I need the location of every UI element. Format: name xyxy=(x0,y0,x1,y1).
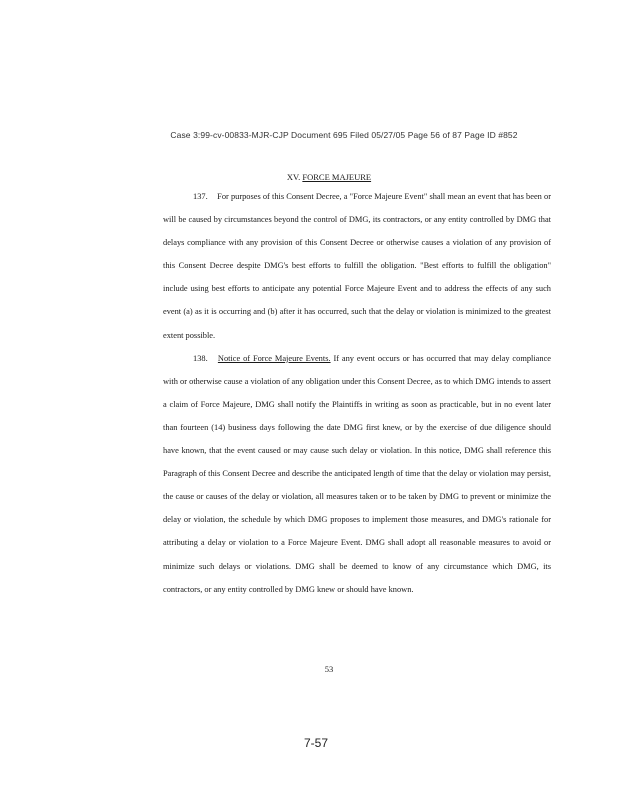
paragraph-number: 138. xyxy=(193,353,208,363)
section-title xyxy=(0,172,618,182)
paragraph-text: If any event occurs or has occurred that may delay compliance with or otherwise cause a violation of any obligation under this Consent Decree, as to which DMG intends to assert a claim of Force Majeure, DMG shall notify the Plaintiffs in writing as soon as practicable, but in no event later than fourteen (14) business days following the date DMG first knew, or by the exercise of due diligence should have known, that the event caused or may cause such delay or violation. In this notice, DMG shall reference this Paragraph of this Consent Decree and describe the anticipated length of time that the delay or violation may persist, the cause or causes of the delay or violation, all measures taken or to be taken by DMG to prevent or minimize the delay or violation, the schedule by which DMG proposes to implement those measures, and DMG's rationale for attributing a delay or violation to a Force Majeure Event. DMG shall adopt all reasonable measures to avoid or minimize such delays or violations. DMG shall be deemed to know of any circumstance which DMG, its contractors, or any entity controlled by DMG knew or should have known. xyxy=(163,353,552,594)
paragraph-number: 137. xyxy=(193,192,208,201)
page-number: 53 xyxy=(324,664,334,674)
section-heading: FORCE MAJEURE xyxy=(302,172,372,182)
paragraph-text: For purposes of this Consent Decree, a "Force Majeure Event" shall mean an event that has been or will be caused by circumstances beyond the control of DMG, its contractors, or any entity controlled by DMG that delays compliance with any provision of this Consent Decree or otherwise causes a violation of any provision of this Consent Decree despite DMG's best efforts to fulfill the obligation. "Best efforts to fulfill the obligation" include using best efforts to anticipate any potential Force Majeure Event and to address the effects of any such event (a) as it is occurring and (b) after it has occurred, such that the delay or violation is minimized to the greatest extent possible. xyxy=(163,192,551,340)
footer-number: 7-57 xyxy=(303,736,329,750)
case-header: Case 3:99-cv-00833-MJR-CJP Document 695 Filed 05/27/05 Page 56 of 87 Page ID #852 xyxy=(170,130,518,140)
paragraph-heading: Notice of Force Majeure Events. xyxy=(217,353,331,363)
paragraph-137 xyxy=(163,185,551,347)
paragraph-138 xyxy=(163,347,551,601)
body-text xyxy=(163,185,551,601)
section-number: XV. xyxy=(286,172,301,182)
